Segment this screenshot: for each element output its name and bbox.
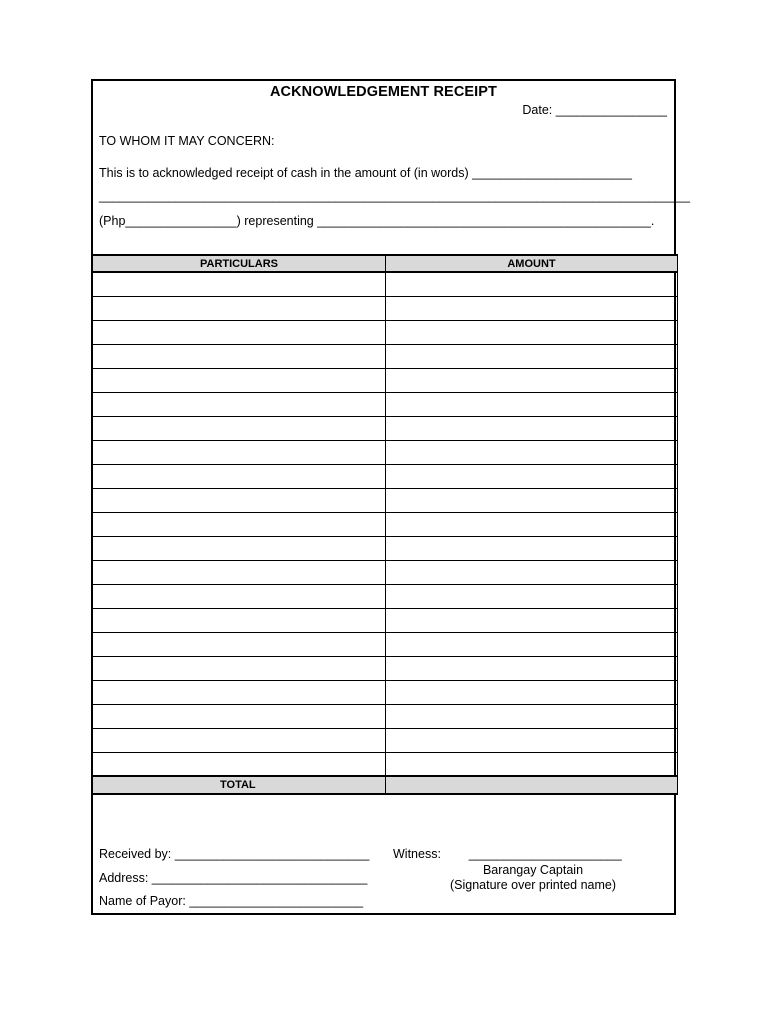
amount-cell[interactable] [386,488,678,512]
particulars-cell[interactable] [93,584,386,608]
table-row [93,272,678,296]
amount-cell[interactable] [386,272,678,296]
particulars-cell[interactable] [93,344,386,368]
amount-cell[interactable] [386,608,678,632]
table-row [93,704,678,728]
witness-field[interactable]: Witness: ______________________ [393,847,622,861]
amount-header: AMOUNT [386,255,678,272]
table-row [93,488,678,512]
amount-cell[interactable] [386,440,678,464]
amount-cell[interactable] [386,656,678,680]
received-by-field[interactable]: Received by: ____________________________ [99,847,370,861]
table-row [93,680,678,704]
particulars-header: PARTICULARS [93,255,386,272]
particulars-cell[interactable] [93,272,386,296]
table-header-row [93,255,678,272]
table-row [93,416,678,440]
table-row [93,320,678,344]
amount-cell[interactable] [386,728,678,752]
table-row [93,536,678,560]
amount-cell[interactable] [386,344,678,368]
table-row [93,656,678,680]
amount-cell[interactable] [386,368,678,392]
amount-cell[interactable] [386,632,678,656]
particulars-cell[interactable] [93,608,386,632]
name-of-payor-field[interactable]: Name of Payor: _________________________ [99,894,364,908]
table-row [93,752,678,776]
witness-title: Barangay Captain [482,863,584,877]
particulars-cell[interactable] [93,464,386,488]
table-row [93,296,678,320]
amount-cell[interactable] [386,392,678,416]
particulars-cell[interactable] [93,704,386,728]
witness-signature-note: (Signature over printed name) [449,878,617,892]
particulars-cell[interactable] [93,368,386,392]
particulars-cell[interactable] [93,752,386,776]
total-amount-cell[interactable] [386,776,678,794]
amount-cell[interactable] [386,752,678,776]
amount-in-words-field[interactable]: This is to acknowledged receipt of cash in the amount of (in words) _______________________ [99,166,632,180]
amount-cell[interactable] [386,536,678,560]
total-row [93,776,678,794]
particulars-cell[interactable] [93,536,386,560]
particulars-cell[interactable] [93,440,386,464]
particulars-cell[interactable] [93,488,386,512]
amount-cell[interactable] [386,416,678,440]
amount-in-words-continuation[interactable]: _____________________________________________________________________________________ [99,189,690,203]
table-row [93,560,678,584]
table-row [93,728,678,752]
acknowledgement-receipt-form [91,79,690,915]
total-label: TOTAL [93,776,386,794]
table-row [93,584,678,608]
date-field[interactable]: Date: ________________ [522,103,667,117]
particulars-cell[interactable] [93,560,386,584]
receipt-title: ACKNOWLEDGEMENT RECEIPT [269,84,498,100]
particulars-table [92,254,678,795]
address-field[interactable]: Address: _______________________________ [99,871,368,885]
particulars-cell[interactable] [93,656,386,680]
amount-cell[interactable] [386,704,678,728]
amount-cell[interactable] [386,296,678,320]
amount-cell[interactable] [386,680,678,704]
amount-cell[interactable] [386,512,678,536]
particulars-cell[interactable] [93,632,386,656]
table-row [93,512,678,536]
particulars-cell[interactable] [93,512,386,536]
table-row [93,632,678,656]
table-row [93,608,678,632]
table-row [93,464,678,488]
particulars-cell[interactable] [93,680,386,704]
amount-cell[interactable] [386,464,678,488]
particulars-cell[interactable] [93,296,386,320]
particulars-cell[interactable] [93,416,386,440]
salutation: TO WHOM IT MAY CONCERN: [99,134,275,148]
php-amount-representing-field[interactable]: (Php________________) representing ________________________________________________. [99,214,655,228]
table-row [93,440,678,464]
particulars-cell[interactable] [93,392,386,416]
table-body [93,272,678,776]
amount-cell[interactable] [386,584,678,608]
table-row [93,392,678,416]
particulars-cell[interactable] [93,320,386,344]
table-row [93,344,678,368]
particulars-cell[interactable] [93,728,386,752]
amount-cell[interactable] [386,560,678,584]
table-row [93,368,678,392]
amount-cell[interactable] [386,320,678,344]
